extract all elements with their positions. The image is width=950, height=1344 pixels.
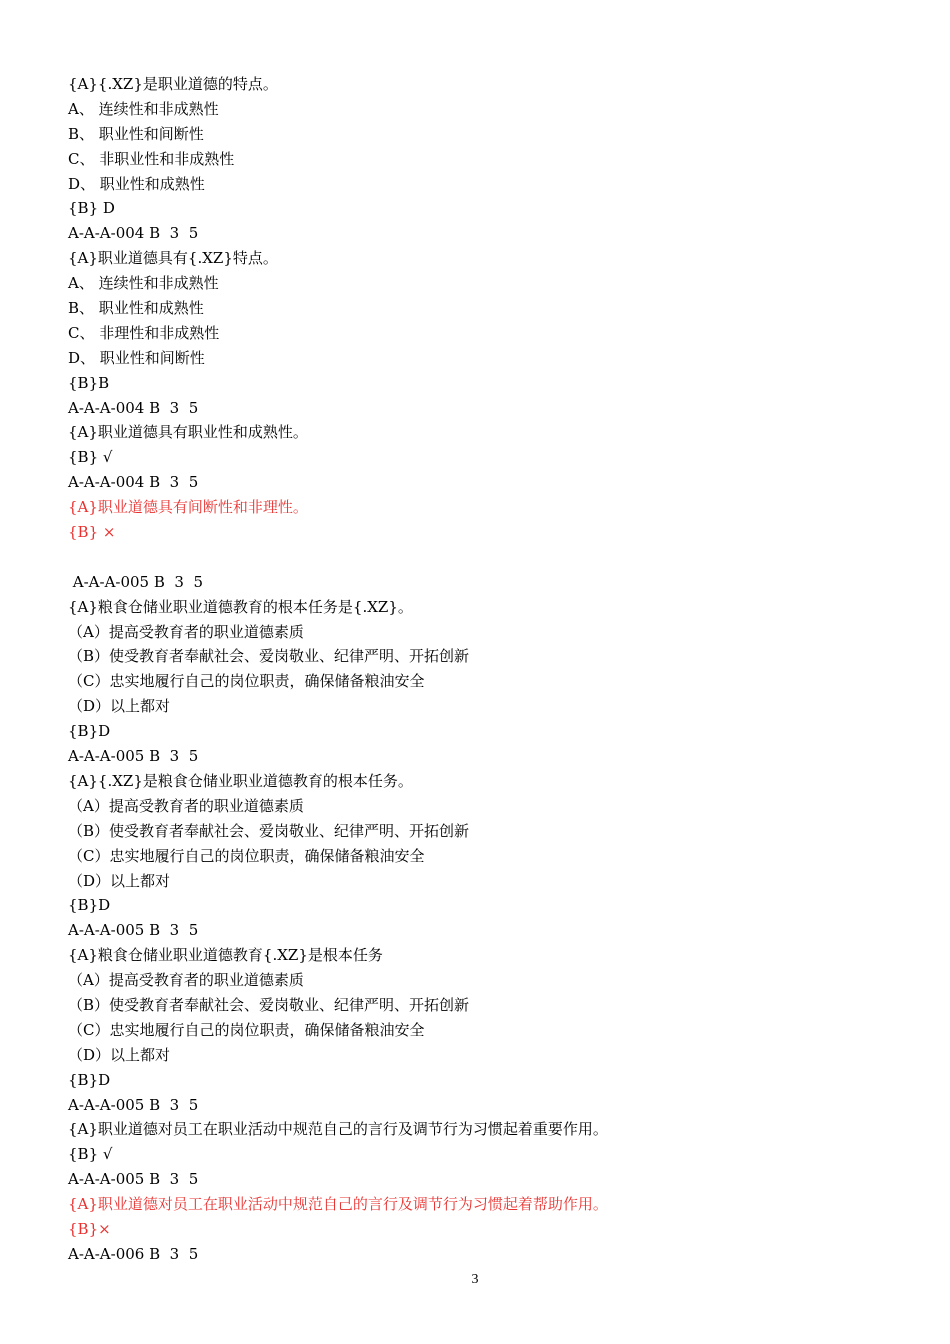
text-line: {A}职业道德对员工在职业活动中规范自己的言行及调节行为习惯起着重要作用。 [68,1120,608,1139]
text-line: （C）忠实地履行自己的岗位职责，确保储备粮油安全 [68,846,425,865]
text-line: A-A-A-005 B 3 5 [68,747,199,766]
text-line: （C）忠实地履行自己的岗位职责，确保储备粮油安全 [68,672,425,691]
text-line: B、 职业性和间断性 [68,124,204,143]
text-line: A-A-A-004 B 3 5 [68,224,199,243]
text-line: （D）以上都对 [68,1045,171,1064]
text-line: （B）使受教育者奉献社会、爱岗敬业、纪律严明、开拓创新 [68,821,470,840]
text-line: {B} D [68,199,115,218]
text-line: C、 非理性和非成熟性 [68,323,220,342]
page-number: 3 [471,1272,479,1287]
text-line: （D）以上都对 [68,871,171,890]
text-line: A-A-A-005 B 3 5 [68,572,204,591]
text-line: （A）提高受教育者的职业道德素质 [68,971,304,990]
text-line: （D）以上都对 [68,697,171,716]
text-line: {B} × [68,523,116,542]
text-line: {A}粮食仓储业职业道德教育的根本任务是{.XZ}。 [68,597,413,616]
blank-line [68,545,888,570]
text-line: {A}{.XZ}是职业道德的特点。 [68,75,278,93]
text-line: {A}职业道德具有{.XZ}特点。 [68,249,278,268]
text-line: A-A-A-004 B 3 5 [68,398,199,417]
text-line: A-A-A-005 B 3 5 [68,921,199,940]
text-line: （B）使受教育者奉献社会、爱岗敬业、纪律严明、开拓创新 [68,995,470,1014]
text-line: A、 连续性和非成熟性 [68,274,219,293]
text-line: {B}D [68,896,111,915]
text-line: {B} √ [68,448,113,467]
text-line: A-A-A-004 B 3 5 [68,473,199,492]
text-line: {B}D [68,722,111,741]
text-line: （A）提高受教育者的职业道德素质 [68,796,304,815]
text-line: {A}{.XZ}是粮食仓储业职业道德教育的根本任务。 [68,771,413,790]
text-line: （A）提高受教育者的职业道德素质 [68,622,304,641]
text-line: {B}D [68,1070,111,1089]
text-line: {A}职业道德具有间断性和非理性。 [68,498,308,517]
text-line: （B）使受教育者奉献社会、爱岗敬业、纪律严明、开拓创新 [68,647,470,666]
text-line: （C）忠实地履行自己的岗位职责，确保储备粮油安全 [68,1020,425,1039]
text-line: {B}× [68,1219,111,1238]
text-line: {A}职业道德对员工在职业活动中规范自己的言行及调节行为习惯起着帮助作用。 [68,1195,608,1214]
text-line: B、 职业性和成熟性 [68,299,204,318]
text-line: A-A-A-006 B 3 5 [68,1244,199,1263]
text-line: {B}B [68,373,110,392]
text-line: {B} √ [68,1145,113,1164]
text-line: {A}职业道德具有职业性和成熟性。 [68,423,308,442]
text-line: A-A-A-005 B 3 5 [68,1095,199,1114]
text-line: A、 连续性和非成熟性 [68,99,219,118]
document-body [68,72,888,1267]
text-line: {A}粮食仓储业职业道德教育{.XZ}是根本任务 [68,946,383,965]
text-line: D、 职业性和成熟性 [68,174,205,193]
text-line: C、 非职业性和非成熟性 [68,149,235,168]
text-line: A-A-A-005 B 3 5 [68,1170,199,1189]
text-line: D、 职业性和间断性 [68,348,205,367]
